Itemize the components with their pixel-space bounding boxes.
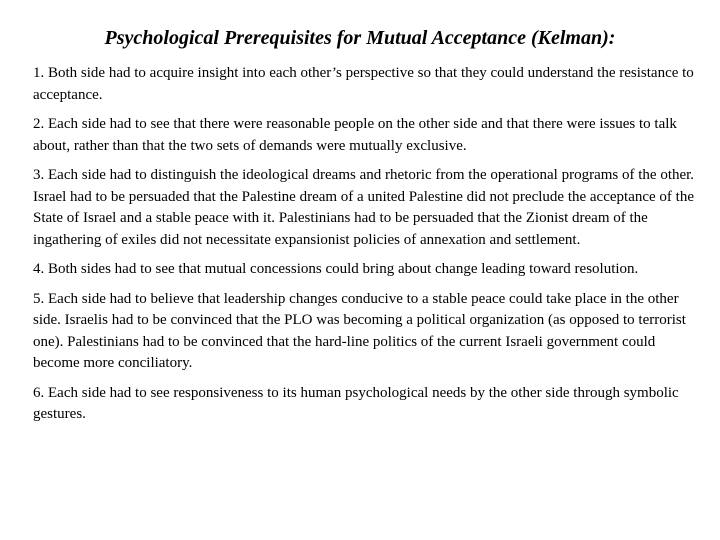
list-item: 5. Each side had to believe that leadership changes conducive to a stable peace could take place in the other side. Israelis had to be convinced that the PLO was becoming a political organization (as opposed to terrorist one). Palestinians had to be convinced that the hard-line politics of the current Israeli government could become more conciliatory. xyxy=(33,290,686,371)
list-item: 2. Each side had to see that there were reasonable people on the other side and that there were issues to talk about, rather than that the two sets of demands were mutually exclusive. xyxy=(33,116,677,154)
list-item: 4. Both sides had to see that mutual concessions could bring about change leading toward resolution. xyxy=(33,261,639,277)
list-item: 6. Each side had to see responsiveness to its human psychological needs by the other side through symbolic gestures. xyxy=(33,384,679,422)
list-item: 1. Both side had to acquire insight into each other’s perspective so that they could understand the resistance to acceptance. xyxy=(33,65,694,103)
prerequisites-list xyxy=(33,63,697,434)
slide-title: Psychological Prerequisites for Mutual Acceptance (Kelman): xyxy=(104,27,616,49)
list-item: 3. Each side had to distinguish the ideological dreams and rhetoric from the operational programs of the other. Israel had to be persuaded that the Palestine dream of a united Palestine did not preclude the acceptance of the State of Israel and a stable peace with it. Palestinians had to be persuaded that the Zionist dream of the ingathering of exiles did not necessitate expansionist policies of annexation and settlement. xyxy=(33,167,695,248)
